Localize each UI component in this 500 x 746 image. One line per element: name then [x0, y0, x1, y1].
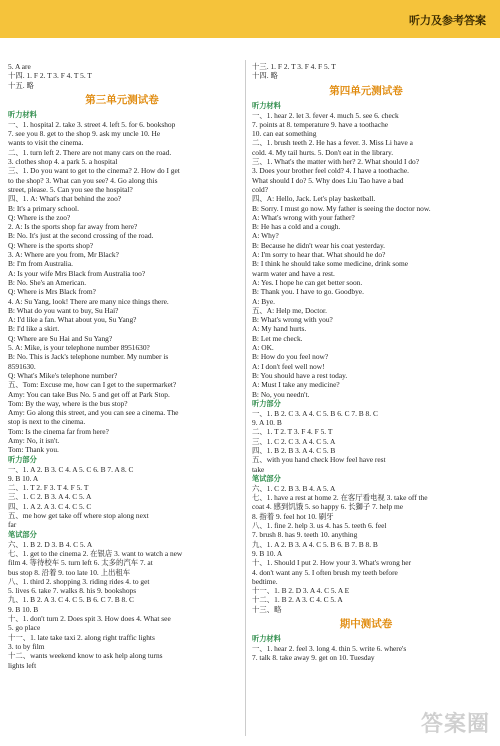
- text-line: cold?: [252, 184, 269, 194]
- text-line: 一、1. hospital 2. take 3. street 4. left 5. for 6. bookshop: [8, 119, 176, 129]
- text-line: A: Is your wife Mrs Black from Australia too?: [8, 268, 146, 278]
- text-line: B: What's wrong with you?: [252, 315, 333, 325]
- header-bar: [0, 0, 500, 38]
- text-line: 九、1. A 2. B 3. A 4. C 5. B 6. B 7. B 8. B: [252, 539, 378, 549]
- text-line: 二、1. turn left 2. There are not many cars on the road.: [8, 147, 172, 157]
- text-line: 十四. 略: [252, 71, 278, 81]
- text-line: far: [8, 520, 17, 530]
- text-line: 十四. 1. F 2. T 3. F 4. T 5. T: [8, 71, 92, 81]
- text-line: B: No, you needn't.: [252, 389, 310, 399]
- text-line: Tom: Is the cinema far from here?: [8, 426, 109, 436]
- text-line: 4. A: Su Yang, look! There are many nice things there.: [8, 296, 169, 306]
- section-label: 听力部分: [252, 398, 281, 408]
- text-line: 五、me how get take off where stop along next: [8, 511, 149, 521]
- text-line: stop is next to the cinema.: [8, 417, 86, 427]
- text-line: 四、A: Hello, Jack. Let's play basketball.: [252, 194, 376, 204]
- text-line: coat 4. 感到饥饿 5. so happy 6. 长獅子 7. help me: [252, 502, 404, 512]
- text-line: warm water and have a rest.: [252, 268, 335, 278]
- text-line: film 4. 等待校车 5. turn left 6. 太多的汽车 7. at: [8, 558, 153, 568]
- left-column: [8, 62, 236, 670]
- text-line: 一、1. hear 2. feel 3. long 4. thin 5. write 6. where's: [252, 644, 407, 654]
- text-line: 八、1. fine 2. help 3. us 4. has 5. teeth 6. feel: [252, 521, 387, 531]
- text-line: 五、Tom: Excuse me, how can I get to the supermarket?: [8, 380, 177, 390]
- text-line: A: I don't feel well now!: [252, 361, 325, 371]
- text-line: bedtime.: [252, 576, 278, 586]
- text-line: 三、1. C 2. C 3. A 4. C 5. A: [252, 436, 336, 446]
- text-line: 十三. 1. F 2. T 3. F 4. F 5. T: [252, 62, 336, 71]
- text-line: wants to visit the cinema.: [8, 138, 84, 148]
- section-label: 听力材料: [252, 634, 281, 644]
- text-line: take: [252, 464, 265, 474]
- section-label: 笔试部分: [252, 473, 281, 483]
- text-line: 7. see you 8. get to the shop 9. ask my uncle 10. He: [8, 129, 161, 139]
- header-title: 听力及参考答案: [409, 15, 486, 27]
- section-label: 笔试部分: [8, 529, 37, 539]
- text-line: B: What do you want to buy, Su Hai?: [8, 305, 119, 315]
- text-line: Amy: You can take Bus No. 5 and get off at Park Stop.: [8, 389, 170, 399]
- section-title: 第三单元测试卷: [85, 93, 159, 106]
- text-line: 9. B 10. A: [252, 548, 283, 558]
- text-line: 六、1. B 2. D 3. B 4. C 5. A: [8, 539, 93, 549]
- text-line: Q: Where is the zoo?: [8, 212, 71, 222]
- text-line: B: You should have a rest today.: [252, 370, 348, 380]
- text-line: 五、A: Help me, Doctor.: [252, 305, 327, 315]
- text-line: Q: What's Mike's telephone number?: [8, 370, 118, 380]
- section-label: 听力材料: [8, 109, 37, 119]
- text-line: 三、1. C 2. B 3. A 4. C 5. A: [8, 492, 92, 502]
- text-line: 7. points at 8. temperature 9. have a toothache: [252, 119, 389, 129]
- text-line: 四、1. A 2. A 3. C 4. C 5. C: [8, 501, 92, 511]
- text-line: Q: Where is Mrs Black from?: [8, 287, 96, 297]
- text-line: 十五. 略: [8, 80, 34, 90]
- text-line: 四、1. B 2. B 3. A 4. C 5. B: [252, 445, 336, 455]
- text-line: 4. don't want any 5. I often brush my teeth before: [252, 567, 398, 577]
- section-title: 第四单元测试卷: [329, 84, 403, 97]
- text-line: B: Because he didn't wear his coat yesterday.: [252, 240, 386, 250]
- text-line: 二、1. T 2. T 3. F 4. F 5. T: [252, 427, 333, 437]
- text-line: B: It's a primary school.: [8, 203, 79, 213]
- text-line: 9. A 10. B: [252, 418, 282, 428]
- section-label: 听力部分: [8, 454, 37, 464]
- text-line: 5. A are: [8, 62, 31, 71]
- text-line: 5. go place: [8, 623, 41, 633]
- text-line: Tom: By the way, where is the bus stop?: [8, 398, 128, 408]
- text-line: A: I'd like a fan. What about you, Su Yang?: [8, 315, 137, 325]
- text-line: 七、1. get to the cinema 2. 在银店 3. want to watch a new: [8, 548, 183, 558]
- text-line: 二、1. brush teeth 2. He has a fever. 3. Miss Li have a: [252, 138, 413, 148]
- text-line: 八、1. third 2. shopping 3. riding rides 4. to get: [8, 576, 150, 586]
- text-line: cold. 4. My tail hurts. 5. Don't eat in the library.: [252, 147, 394, 157]
- text-line: 10. can eat something: [252, 129, 317, 139]
- text-line: A: OK.: [252, 343, 274, 353]
- text-line: street, please. 5. Can you see the hospital?: [8, 184, 133, 194]
- text-line: A: Yes. I hope he can get better soon.: [252, 277, 363, 287]
- text-line: 3. Does your brother feel cold? 4. I have a toothache.: [252, 166, 409, 176]
- text-line: A: My hand hurts.: [252, 324, 307, 334]
- text-line: 一、1. A 2. B 3. C 4. A 5. C 6. B 7. A 8. C: [8, 464, 134, 474]
- text-line: B: Thank you. I have to go. Goodbye.: [252, 287, 364, 297]
- text-line: B: I think he should take some medicine, drink some: [252, 259, 408, 269]
- text-line: 十、1. don't turn 2. Does spit 3. How does 4. What see: [8, 614, 171, 624]
- text-line: 十二、wants weekend know to ask help along turns: [8, 651, 163, 661]
- text-line: 十三、略: [252, 604, 282, 614]
- text-line: Amy: Go along this street, and you can see a cinema. The: [8, 408, 179, 418]
- text-line: 8591630.: [8, 361, 36, 371]
- text-line: 7. talk 8. take away 9. get on 10. Tuesday: [252, 653, 375, 663]
- text-line: B: No. This is Jack's telephone number. My number is: [8, 352, 169, 362]
- text-line: A: Bye.: [252, 296, 275, 306]
- text-line: A: Why?: [252, 231, 279, 241]
- text-line: What should I do? 5. Why does Liu Tao have a bad: [252, 175, 404, 185]
- text-line: 二、1. T 2. F 3. T 4. F 5. T: [8, 483, 89, 493]
- text-line: 六、1. C 2. B 3. B 4. A 5. A: [252, 483, 336, 493]
- right-column: [252, 62, 480, 663]
- text-line: B: No. She's an American.: [8, 277, 87, 287]
- text-line: 2. A: Is the sports shop far away from here?: [8, 222, 138, 232]
- text-line: 十、1. Should I put 2. How your 3. What's wrong her: [252, 558, 412, 568]
- text-line: 十二、1. B 2. A 3. C 4. C 5. A: [252, 595, 343, 605]
- text-line: 9. B 10. B: [8, 604, 39, 614]
- text-line: Amy: No, it isn't.: [8, 435, 60, 445]
- text-line: 9. B 10. A: [8, 473, 39, 483]
- text-line: 一、1. hear 2. let 3. fever 4. much 5. see 6. check: [252, 110, 399, 120]
- watermark: 答案圈: [420, 711, 490, 736]
- text-line: 三、1. Do you want to get to the cinema? 2. How do I get: [8, 166, 180, 176]
- text-line: B: No. It's just at the second crossing of the road.: [8, 231, 154, 241]
- text-line: B: Sorry. I must go now. My father is seeing the doctor now.: [252, 203, 431, 213]
- text-line: lights left: [8, 660, 37, 670]
- text-line: B: How do you feel now?: [252, 352, 329, 362]
- section-label: 听力材料: [252, 100, 281, 110]
- text-line: Tom: Thank you.: [8, 445, 59, 455]
- text-line: 一、1. B 2. C 3. A 4. C 5. B 6. C 7. B 8. C: [252, 408, 378, 418]
- text-line: B: He has a cold and a cough.: [252, 222, 341, 232]
- text-line: 8. 指着 9. feel hot 10. 刷牙: [252, 511, 334, 521]
- text-line: 三、1. What's the matter with her? 2. What should I do?: [252, 157, 420, 167]
- text-line: 七、1. have a rest at home 2. 在客厅看电视 3. take off the: [252, 493, 428, 503]
- text-line: 7. brush 8. has 9. teeth 10. anything: [252, 530, 358, 540]
- text-line: Q: Where is the sports shop?: [8, 240, 94, 250]
- text-line: 5. lives 6. take 7. walks 8. his 9. bookshops: [8, 586, 137, 596]
- text-line: 十一、1. B 2. D 3. A 4. C 5. A E: [252, 586, 350, 596]
- text-line: Q: Where are Su Hai and Su Yang?: [8, 333, 113, 343]
- text-line: B: Let me check.: [252, 333, 303, 343]
- text-line: 十一、1. late take taxi 2. along right traffic lights: [8, 632, 155, 642]
- text-line: bus stop 8. 沿着 9. too late 10. 上出租车: [8, 567, 131, 577]
- text-line: 四、1. A: What's that behind the zoo?: [8, 194, 122, 204]
- text-line: 九、1. B 2. A 3. C 4. C 5. B 6. C 7. B 8. C: [8, 595, 134, 605]
- text-line: to the shop? 3. What can you see? 4. Go along this: [8, 175, 158, 185]
- text-line: 五、with you hand check How feel have rest: [252, 455, 386, 465]
- text-line: A: What's wrong with your father?: [252, 212, 355, 222]
- text-line: A: I'm sorry to hear that. What should he do?: [252, 250, 386, 260]
- text-line: A: Must I take any medicine?: [252, 380, 340, 390]
- text-line: B: I'm from Australia.: [8, 259, 73, 269]
- text-line: 3. clothes shop 4. a park 5. a hospital: [8, 157, 118, 167]
- text-line: B: I'd like a skirt.: [8, 324, 60, 334]
- column-divider: [245, 60, 246, 736]
- text-line: 5. A: Mike, is your telephone number 8951630?: [8, 343, 150, 353]
- section-title: 期中测试卷: [339, 618, 393, 631]
- text-line: 3. to by film: [8, 641, 45, 651]
- text-line: 3. A: Where are you from, Mr Black?: [8, 250, 119, 260]
